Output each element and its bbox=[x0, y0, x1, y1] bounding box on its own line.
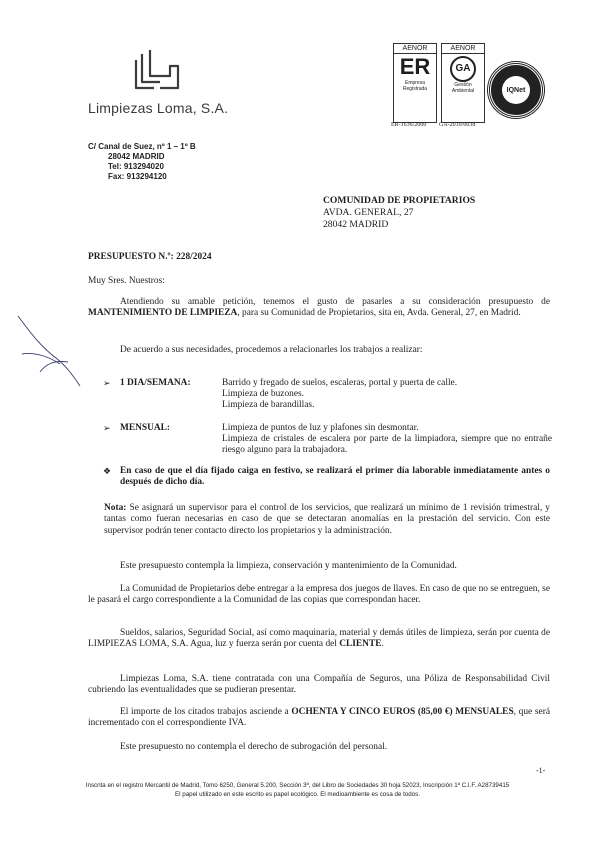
price-amount: OCHENTA Y CINCO EUROS (85,00 €) MENSUALES bbox=[291, 707, 514, 717]
recipient-block bbox=[323, 195, 475, 229]
holiday-note: En caso de que el día fijado caiga en festivo, se realizará el primer día laborable inmediatamente antes o después de dicho día. bbox=[120, 466, 550, 488]
company-name: Limpiezas Loma, S.A. bbox=[88, 100, 229, 116]
cert1-sub1: Empresa bbox=[404, 80, 425, 86]
subrogation-paragraph: Este presupuesto no contempla el derecho de subrogación del personal. bbox=[120, 742, 388, 752]
cert1-top-label: AENOR bbox=[394, 44, 436, 54]
supervisor-note: Nota: Se asignará un supervisor para el control de los servicios, que realizará un mínimo de 1 revisión trimestral, y tantas como fueran necesarias en caso de que se detectaran anomalías en la prestación del servicio. Con este supervisor podrán tener contacto directo los propietarios y la administración. bbox=[104, 503, 550, 536]
cert1-sub2: Registrada bbox=[402, 86, 428, 92]
cert2-sub2: Ambiental bbox=[451, 88, 475, 94]
arrow-bullet-icon: ➢ bbox=[103, 423, 111, 433]
company-address bbox=[88, 142, 196, 182]
footer-registry: Inscrita en el registro Mercantil de Madrid, Tomo 6250, General 5.200, Sección 3ª, del Libro de Sociedades 30 hoja 52023, Inscripción 1ª C.I.F. A28739415 bbox=[85, 782, 510, 789]
footer bbox=[0, 782, 595, 799]
recipient-name: COMUNIDAD DE PROPIETARIOS bbox=[323, 195, 476, 206]
recipient-street: AVDA. GENERAL, 27 bbox=[323, 207, 414, 218]
scope-paragraph: Este presupuesto contempla la limpieza, conservación y mantenimiento de la Comunidad. bbox=[120, 561, 457, 571]
diamond-bullet-icon: ❖ bbox=[103, 466, 112, 476]
cert1-code: ER-1636/2000 bbox=[391, 122, 427, 128]
intro-paragraph: Atendiendo su amable petición, tenemos el gusto de pasarles a su consideración presupuesto de MANTENIMIENTO DE LIMPIEZA, para su Comunidad de Propietarios, sita en, Avda. General, 27, en Madrid. bbox=[88, 297, 550, 319]
cert2-top-label: AENOR bbox=[442, 44, 484, 54]
aenor-er-certificate bbox=[393, 43, 437, 123]
price-paragraph: El importe de los citados trabajos asciende a OCHENTA Y CINCO EUROS (85,00 €) MENSUALES, que será incrementado con el correspondiente IVA. bbox=[88, 707, 550, 729]
address-line1: C/ Canal de Suez, nº 1 – 1º B bbox=[88, 142, 196, 151]
footer-eco-note: El papel utilizado en este escrito es papel ecológico. El medioambiente es cosa de todos. bbox=[175, 790, 420, 798]
aenor-ga-certificate bbox=[441, 43, 485, 123]
keys-paragraph: La Comunidad de Propietarios debe entregar a la empresa dos juegos de llaves. En caso de que no se entreguen, se le pasará el cargo correspondiente a la Comunidad de las copias que correspondan hacer. bbox=[88, 584, 550, 606]
ga-icon: GA bbox=[450, 56, 476, 82]
cert2-code: GA-2010/0038 bbox=[439, 122, 476, 128]
cert2-sub1: Gestión bbox=[454, 82, 472, 88]
needs-paragraph: De acuerdo a sus necesidades, procedemos a relacionarles los trabajos a realizar: bbox=[120, 345, 423, 355]
handwritten-mark bbox=[10, 312, 85, 392]
page-number: -1- bbox=[536, 766, 546, 775]
item-label-monthly: MENSUAL: bbox=[120, 423, 171, 433]
arrow-bullet-icon: ➢ bbox=[103, 378, 111, 388]
iqnet-seal-icon: IQNet bbox=[488, 62, 544, 118]
item-weekly-tasks: Barrido y fregado de suelos, escaleras, portal y puerta de calle. Limpieza de buzones. Limpieza de barandillas. bbox=[222, 378, 458, 410]
item-monthly-tasks: Limpieza de puntos de luz y plafones sin desmontar. Limpieza de cristales de escalera por parte de la limpiadora, siempre que no entrañe riesgo alguno para la trabajadora. bbox=[222, 423, 552, 455]
address-line2: 28042 MADRID bbox=[108, 152, 165, 161]
fax: Fax: 913294120 bbox=[108, 172, 167, 181]
phone: Tel: 913294020 bbox=[108, 162, 164, 171]
nota-label: Nota: bbox=[104, 503, 127, 513]
company-logo-icon bbox=[128, 48, 188, 96]
insurance-paragraph: Limpiezas Loma, S.A. tiene contratada con una Compañía de Seguros, una Póliza de Responsabilidad Civil cubriendo las eventualidades que se pudieran presentar. bbox=[88, 674, 550, 696]
item-label-weekly: 1 DIA/SEMANA: bbox=[120, 378, 191, 388]
service-name: MANTENIMIENTO DE LIMPIEZA bbox=[88, 308, 238, 319]
greeting: Muy Sres. Nuestros: bbox=[88, 276, 165, 286]
recipient-city: 28042 MADRID bbox=[323, 219, 389, 229]
er-icon: ER bbox=[399, 54, 431, 79]
budget-reference: PRESUPUESTO N.º: 228/2024 bbox=[88, 252, 212, 262]
costs-paragraph: Sueldos, salarios, Seguridad Social, así como maquinaria, material y demás útiles de limpieza, serán por cuenta de LIMPIEZAS LOMA, S.A. Agua, luz y fuerza serán por cuenta del CLIENTE. bbox=[88, 628, 550, 650]
